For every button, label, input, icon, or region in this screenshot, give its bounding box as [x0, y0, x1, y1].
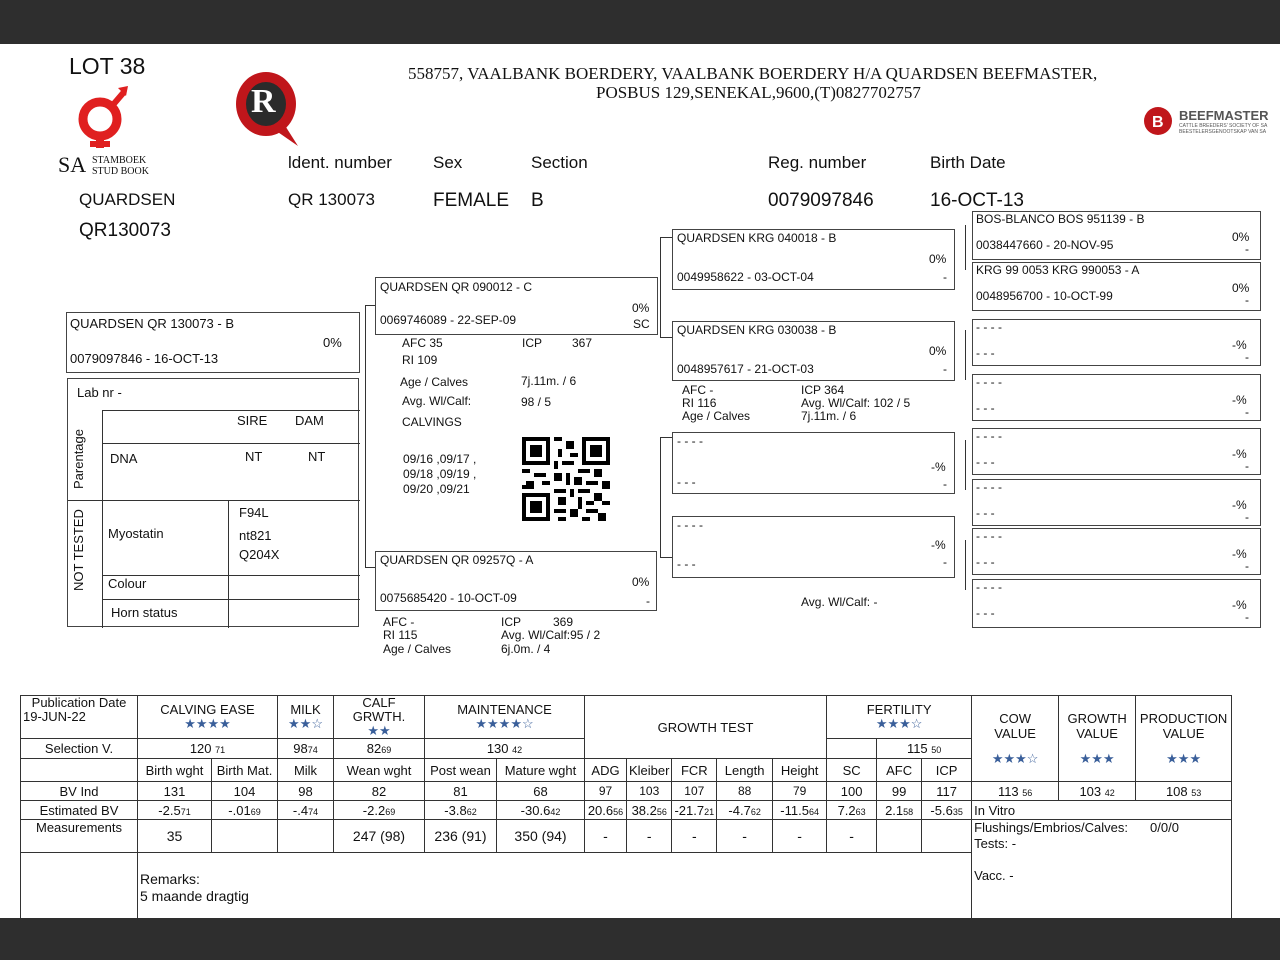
bv-value: 108 — [1165, 783, 1188, 799]
beefmaster-sub2: BEESTELERSGENOOTSKAP VAN SA — [1179, 129, 1267, 135]
col-head: ADG — [585, 759, 627, 782]
ebv-value: -.01 — [228, 802, 251, 818]
col-head: Length — [717, 759, 773, 782]
colour-label: Colour — [108, 576, 147, 591]
meas-cell: - — [585, 820, 627, 853]
dna-label: DNA — [110, 451, 138, 466]
ebv-cell — [672, 801, 717, 820]
ebv-value: -30.6 — [520, 802, 551, 818]
birth-label: Birth Date — [930, 153, 1006, 172]
ebv-cell — [497, 801, 585, 820]
myostatin-label: Myostatin — [108, 526, 164, 541]
ebv-acc: 56 — [613, 806, 624, 817]
animal-code: QR130073 — [79, 220, 171, 241]
col-head: AFC — [877, 759, 922, 782]
ident-value: QR 130073 — [288, 190, 375, 209]
dd-reg: - - - — [677, 557, 696, 571]
sire-pct: 0% — [632, 301, 650, 315]
ebv-cell — [138, 801, 212, 820]
ds-dash: - — [943, 477, 947, 491]
meas-cell: - — [627, 820, 672, 853]
bv-acc: 53 — [1191, 787, 1202, 798]
gen3-pct: -% — [1232, 393, 1247, 407]
col-head: FCR — [672, 759, 717, 782]
dd-name: - - - - — [677, 518, 703, 532]
ebv-value: -4.7 — [728, 802, 751, 818]
beefmaster-logo — [1143, 106, 1268, 138]
myostatin-q204x: Q204X — [239, 547, 280, 562]
bottom-bar — [0, 918, 1280, 960]
ebv-value: -5.6 — [930, 802, 953, 818]
meas-cell: - — [717, 820, 773, 853]
ebv-value: -2.5 — [158, 802, 181, 818]
ebv-value: -.4 — [292, 802, 309, 818]
dam-icp: 369 — [553, 615, 574, 629]
pub-date: 19-JUN-22 — [23, 709, 86, 724]
animal-name: QUARDSEN — [79, 190, 176, 209]
ss-dash: - — [943, 270, 947, 284]
ebv-cell — [627, 801, 672, 820]
gen3-box — [972, 211, 1261, 260]
lab-box — [67, 378, 359, 627]
section-value: B — [531, 190, 544, 211]
gen3-dash: - — [1245, 293, 1249, 307]
flush-cell — [972, 820, 1232, 853]
bv-cell: 104 — [212, 782, 278, 801]
dam-sire-box — [672, 432, 955, 494]
horn-label: Horn status — [111, 605, 178, 620]
dam-dash: - — [646, 594, 650, 608]
growth-test-head: GROWTH TEST — [585, 696, 827, 759]
q-letter: R — [251, 83, 276, 120]
gen3-dash: - — [1245, 405, 1249, 419]
gen3-dash: - — [1245, 242, 1249, 256]
sd-avg: Avg. Wl/Calf: 102 / 5 — [801, 396, 911, 410]
gen3-reg: - - - — [976, 555, 995, 569]
ebv-acc: 69 — [385, 806, 396, 817]
in-vitro: In Vitro — [972, 801, 1232, 820]
gen3-box — [972, 262, 1261, 311]
reg-label: Reg. number — [768, 153, 867, 172]
sel-milk-acc: 74 — [307, 745, 318, 755]
calvings-3: 09/20 ,09/21 — [403, 482, 470, 496]
milk-head: MILK — [290, 702, 321, 717]
sel-calf-acc: 69 — [381, 745, 392, 755]
gen3-name: - - - - — [976, 480, 1002, 494]
dam-icp-label: ICP — [501, 615, 522, 629]
meas-cell: - — [672, 820, 717, 853]
ebv-label: Estimated BV — [21, 801, 138, 820]
ebv-value: -21.7 — [674, 802, 705, 818]
col-head: SC — [827, 759, 877, 782]
ebv-cell — [922, 801, 972, 820]
meas-cell — [212, 820, 278, 853]
growth-value-head: GROWTH VALUE — [1067, 711, 1127, 741]
sel-maint: 130 — [486, 741, 509, 756]
calf-growth-head: CALF GRWTH. — [352, 695, 406, 724]
dam-dam-box — [672, 516, 955, 578]
col-head: Birth Mat. — [212, 759, 278, 782]
gen3-pct: -% — [1232, 547, 1247, 561]
gen3-name: - - - - — [976, 429, 1002, 443]
gen3-box — [972, 479, 1261, 526]
remarks-text: 5 maande dragtig — [140, 887, 249, 904]
gen3-pct: -% — [1232, 447, 1247, 461]
gen3-reg: - - - — [976, 506, 995, 520]
gen3-box — [972, 579, 1261, 628]
dam-name: QUARDSEN QR 09257Q - A — [380, 553, 534, 567]
ebv-cell — [827, 801, 877, 820]
gen3-pct: 0% — [1232, 230, 1250, 244]
ebv-acc: 74 — [308, 806, 319, 817]
svg-text:B: B — [1152, 114, 1164, 131]
ebv-acc: 71 — [180, 806, 191, 817]
sire-avg-label: Avg. Wl/Calf: — [402, 394, 472, 408]
connector — [965, 440, 966, 490]
sire-sc: SC — [633, 317, 650, 331]
sire-ri: RI 109 — [402, 353, 438, 367]
bv-acc: 42 — [1104, 787, 1115, 798]
gen3-dash: - — [1245, 350, 1249, 364]
sd-dash: - — [943, 362, 947, 376]
ebv-acc: 69 — [250, 806, 261, 817]
bv-cell: 98 — [278, 782, 334, 801]
flush-value: 0/0/0 — [1150, 820, 1179, 835]
sa-studbook-logo — [58, 82, 158, 178]
gen3-pct: 0% — [1232, 281, 1250, 295]
bv-cell: 81 — [425, 782, 497, 801]
meas-cell: 350 (94) — [497, 820, 585, 853]
birth-value: 16-OCT-13 — [930, 190, 1024, 211]
dam-age-label: Age / Calves — [383, 642, 452, 656]
prod-stars: ★★★ — [1166, 751, 1202, 766]
ds-name: - - - - — [677, 434, 703, 448]
beefmaster-b-icon — [1143, 106, 1173, 136]
animal-box-pct: 0% — [323, 335, 342, 350]
calvings-1: 09/16 ,09/17 , — [403, 452, 477, 466]
ebv-value: 20.6 — [587, 802, 614, 818]
meas-cell: 236 (91) — [425, 820, 497, 853]
breeder-line-1: 558757, VAALBANK BOERDERY, VAALBANK BOERDERY H/A QUARDSEN BEEFMASTER, — [408, 64, 1098, 83]
beefmaster-sub: CATTLE BREEDERS' SOCIETY OF SA — [1179, 123, 1268, 129]
ss-reg: 0049958622 - 03-OCT-04 — [677, 270, 814, 284]
selection-label: Selection V. — [21, 739, 138, 759]
gen3-dash: - — [1245, 559, 1249, 573]
bv-cell: 68 — [497, 782, 585, 801]
ebv-acc: 56 — [656, 806, 667, 817]
gen3-reg: - - - — [976, 455, 995, 469]
bv-row — [21, 782, 1232, 801]
animal-box — [66, 312, 360, 373]
col-head: Height — [773, 759, 827, 782]
meas-cell — [877, 820, 922, 853]
vacc-text: Vacc. - — [974, 868, 1014, 883]
sel-milk: 98 — [293, 741, 308, 756]
gen3-reg: 0038447660 - 20-NOV-95 — [976, 238, 1114, 252]
sa-text: SA — [58, 152, 87, 177]
dam-pct: 0% — [632, 575, 650, 589]
sex-label: Sex — [433, 153, 463, 172]
gen3-name: - - - - — [976, 529, 1002, 543]
gen3-name: BOS-BLANCO BOS 951139 - B — [976, 212, 1145, 226]
dam-reg: 0075685420 - 10-OCT-09 — [380, 591, 517, 605]
sire-reg: 0069746089 - 22-SEP-09 — [380, 313, 517, 327]
bv-label: BV Ind — [21, 782, 138, 801]
section-label: Section — [531, 153, 588, 172]
ebv-acc: 58 — [903, 806, 914, 817]
sire-box — [375, 277, 658, 335]
gen3-box — [972, 528, 1261, 575]
ebv-value: -3.8 — [444, 802, 467, 818]
ebv-value: 2.1 — [885, 802, 904, 818]
gen3-box — [972, 428, 1261, 475]
stamboek-text: STAMBOEK — [92, 155, 147, 166]
dam-ri: RI 115 — [383, 628, 418, 642]
maintenance-head: MAINTENANCE — [457, 702, 552, 717]
gen3-pct: -% — [1232, 338, 1247, 352]
dd-avg: Avg. Wl/Calf: - — [801, 595, 878, 609]
sd-age: 7j.11m. / 6 — [801, 409, 857, 423]
ebv-cell — [278, 801, 334, 820]
ebv-acc: 42 — [550, 806, 561, 817]
reg-value: 0079097846 — [768, 190, 874, 211]
breeder-line-2: POSBUS 129,SENEKAL,9600,(T)0827702757 — [596, 83, 921, 102]
sd-reg: 0048957617 - 21-OCT-03 — [677, 362, 814, 376]
calf-stars: ★★ — [367, 723, 391, 738]
connector — [660, 237, 661, 337]
remarks-label: Remarks: — [140, 870, 200, 887]
ds-pct: -% — [931, 460, 946, 474]
production-value-head: PRODUCTION VALUE — [1139, 711, 1228, 741]
calving-ease-head: CALVING EASE — [160, 702, 255, 717]
gen3-name: - - - - — [976, 320, 1002, 334]
ident-label: ldent. number — [288, 153, 392, 172]
studbook-text: STUD BOOK — [92, 166, 149, 177]
ebv-cell — [334, 801, 425, 820]
ebv-value: 38.2 — [631, 802, 657, 818]
ss-name: QUARDSEN KRG 040018 - B — [677, 231, 837, 245]
meas-cell — [922, 820, 972, 853]
maint-stars: ★★★★☆ — [475, 716, 534, 731]
connector — [660, 557, 672, 558]
sire-name: QUARDSEN QR 090012 - C — [380, 280, 533, 294]
col-head: Birth wght — [138, 759, 212, 782]
lot-number: LOT 38 — [69, 53, 146, 79]
sire-afc: AFC 35 — [402, 336, 443, 350]
connector — [965, 330, 966, 380]
bv-cell: 107 — [672, 782, 717, 801]
ebv-acc: 64 — [808, 806, 819, 817]
sire-icp-label: ICP — [522, 336, 543, 350]
bv-cell: 99 — [877, 782, 922, 801]
growth-stars: ★★★ — [1079, 751, 1115, 766]
gen3-reg: - - - — [976, 401, 995, 415]
dam-col: DAM — [295, 413, 324, 428]
bv-value-cell — [972, 782, 1059, 801]
meas-label: Measurements — [21, 820, 138, 853]
col-head: Kleiber — [627, 759, 672, 782]
tests-text: Tests: - — [974, 836, 1017, 851]
bv-value: 103 — [1079, 783, 1102, 799]
ss-pct: 0% — [929, 252, 947, 266]
sd-afc: AFC - — [682, 383, 714, 397]
ebv-cell — [212, 801, 278, 820]
bv-value-cell — [1059, 782, 1136, 801]
top-bar — [0, 0, 1280, 44]
breeding-values-table — [20, 695, 1232, 928]
bv-value-cell — [1136, 782, 1232, 801]
sire-icp: 367 — [572, 336, 593, 350]
sd-pct: 0% — [929, 344, 947, 358]
sel-calving-acc: 71 — [215, 745, 226, 755]
sire-avg: 98 / 5 — [521, 395, 552, 409]
col-head: Milk — [278, 759, 334, 782]
animal-box-reg: 0079097846 - 16-OCT-13 — [70, 351, 219, 366]
sel-fert: 115 — [906, 741, 928, 756]
gen3-name: - - - - — [976, 580, 1002, 594]
gen3-pct: -% — [1232, 498, 1247, 512]
sel-maint-acc: 42 — [512, 745, 523, 755]
bv-cell: 100 — [827, 782, 877, 801]
sd-age-label: Age / Calves — [682, 409, 751, 423]
dam-age: 6j.0m. / 4 — [501, 642, 551, 656]
gen3-reg: - - - — [976, 346, 995, 360]
gen3-dash: - — [1245, 459, 1249, 473]
connector — [660, 237, 672, 238]
ebv-acc: 62 — [466, 806, 477, 817]
ebv-cell — [717, 801, 773, 820]
parentage-label: Parentage — [71, 429, 86, 489]
gen3-reg: 0048956700 - 10-OCT-99 — [976, 289, 1113, 303]
ebv-acc: 62 — [750, 806, 761, 817]
lab-nr: Lab nr - — [77, 385, 122, 400]
sel-calf: 82 — [366, 741, 382, 756]
cow-stars: ★★★☆ — [991, 751, 1039, 766]
connector — [965, 540, 966, 590]
dd-pct: -% — [931, 538, 946, 552]
bv-value: 113 — [997, 783, 1019, 799]
animal-box-name: QUARDSEN QR 130073 - B — [70, 316, 235, 331]
connector — [660, 337, 672, 338]
ebv-value: -2.2 — [362, 802, 386, 818]
ebv-value: 7.2 — [837, 802, 856, 818]
sd-name: QUARDSEN KRG 030038 - B — [677, 323, 837, 337]
cow-value-head: COW VALUE — [994, 711, 1036, 741]
myostatin-f94l: F94L — [239, 505, 269, 520]
sd-icp: ICP 364 — [801, 383, 845, 397]
bv-cell: 103 — [627, 782, 672, 801]
dam-box — [375, 551, 657, 611]
bv-cell: 88 — [717, 782, 773, 801]
calvings-2: 09/18 ,09/19 , — [403, 467, 477, 481]
ebv-cell — [877, 801, 922, 820]
sire-age: 7j.11m. / 6 — [521, 374, 577, 388]
bv-cell: 117 — [922, 782, 972, 801]
ebv-acc: 21 — [704, 806, 715, 817]
pub-label: Publication Date — [31, 695, 127, 710]
connector — [660, 437, 661, 557]
col-head: Wean wght — [334, 759, 425, 782]
connector — [660, 437, 672, 438]
ebv-cell — [585, 801, 627, 820]
flush-label: Flushings/Embrios/Calves: — [974, 820, 1129, 835]
sire-age-label: Age / Calves — [400, 375, 469, 389]
measurements-row — [21, 820, 1232, 853]
ebv-acc: 35 — [952, 806, 963, 817]
ebv-acc: 63 — [855, 806, 866, 817]
meas-cell — [278, 820, 334, 853]
dam-afc: AFC - — [383, 615, 415, 629]
dna-sire: NT — [245, 449, 263, 464]
gen3-name: - - - - — [976, 375, 1002, 389]
gen3-name: KRG 99 0053 KRG 990053 - A — [976, 263, 1140, 277]
sex-value: FEMALE — [433, 190, 510, 211]
quardsen-logo — [232, 66, 304, 148]
bv-acc: 56 — [1022, 787, 1033, 798]
ebv-row — [21, 801, 1232, 820]
col-head: Post wean — [425, 759, 497, 782]
bv-cell: 97 — [585, 782, 627, 801]
sd-ri: RI 116 — [682, 396, 717, 410]
bv-cell: 79 — [773, 782, 827, 801]
gen3-pct: -% — [1232, 598, 1247, 612]
col-head: Mature wght — [497, 759, 585, 782]
milk-stars: ★★☆ — [288, 716, 323, 731]
meas-cell: 247 (98) — [334, 820, 425, 853]
connector — [365, 305, 366, 567]
meas-cell: 35 — [138, 820, 212, 853]
ebv-cell — [773, 801, 827, 820]
myostatin-nt821: nt821 — [239, 528, 272, 543]
gen3-dash: - — [1245, 510, 1249, 524]
ebv-value: -11.5 — [780, 802, 809, 818]
sel-calving: 120 — [189, 741, 212, 756]
gen3-box — [972, 319, 1261, 366]
sire-sire-box — [672, 229, 955, 290]
col-head: ICP — [922, 759, 972, 782]
beefmaster-text: BEEFMASTER — [1179, 108, 1269, 123]
fert-stars: ★★★☆ — [875, 716, 923, 731]
dna-dam: NT — [308, 449, 326, 464]
connector — [965, 225, 966, 270]
sire-dam-box — [672, 321, 955, 381]
meas-cell: - — [773, 820, 827, 853]
calving-stars: ★★★★ — [184, 716, 231, 731]
sire-col: SIRE — [237, 413, 268, 428]
calvings-label: CALVINGS — [402, 415, 462, 429]
gen3-dash: - — [1245, 610, 1249, 624]
qr-code-icon — [522, 437, 610, 521]
ds-reg: - - - — [677, 475, 696, 489]
bv-cell: 131 — [138, 782, 212, 801]
meas-cell: - — [827, 820, 877, 853]
ebv-cell — [425, 801, 497, 820]
dd-dash: - — [943, 555, 947, 569]
sel-fert-acc: 50 — [931, 745, 942, 755]
gen3-box — [972, 374, 1261, 421]
fertility-head: FERTILITY — [866, 702, 932, 717]
bv-cell: 82 — [334, 782, 425, 801]
dam-avg: Avg. Wl/Calf:95 / 2 — [501, 628, 601, 642]
gen3-reg: - - - — [976, 606, 995, 620]
not-tested-label: NOT TESTED — [71, 509, 86, 591]
